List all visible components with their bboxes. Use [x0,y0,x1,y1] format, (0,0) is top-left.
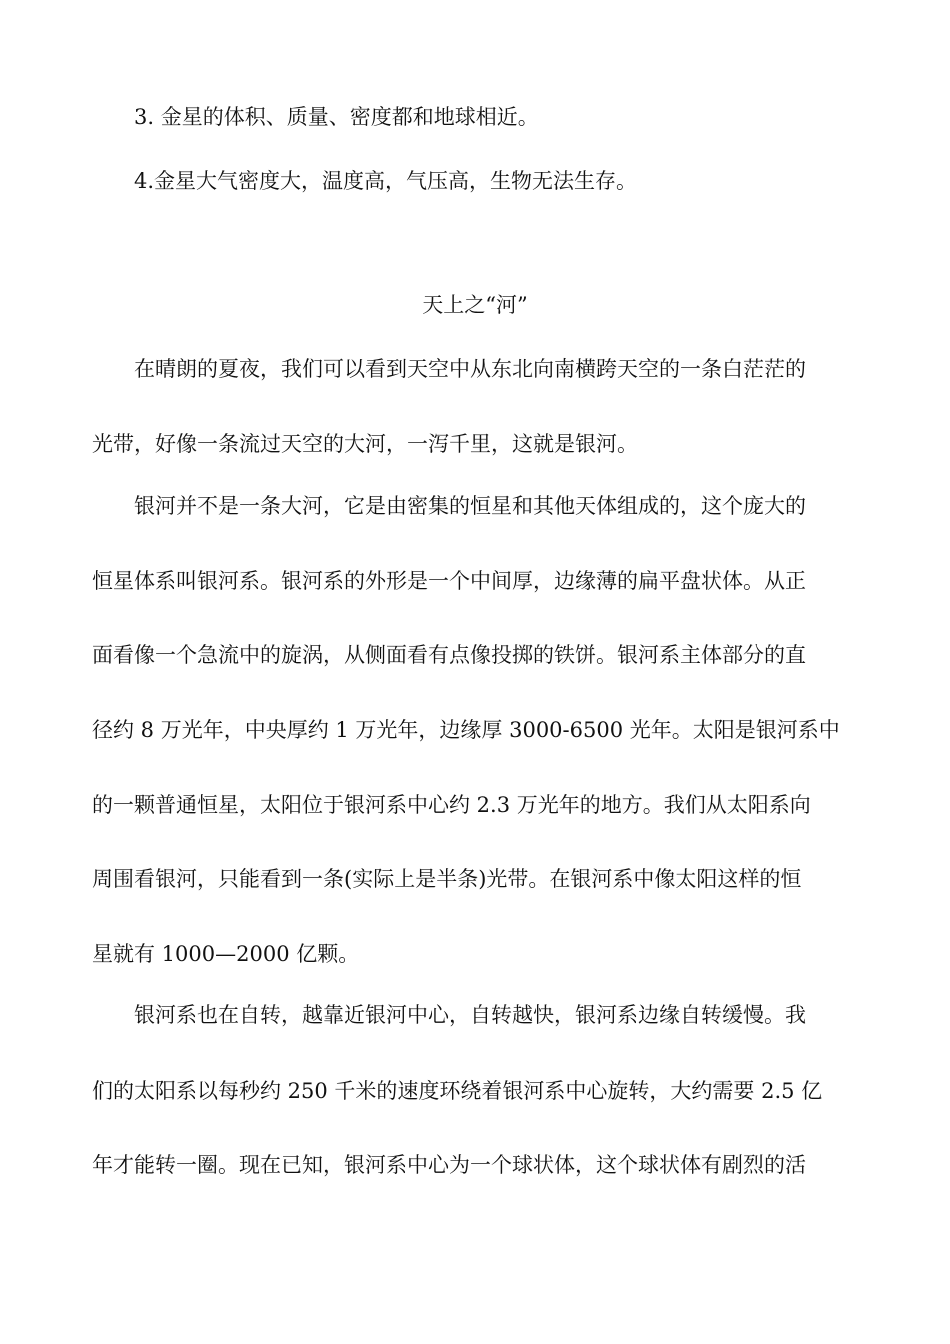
paragraph-line: 银河系也在自转，越靠近银河中心，自转越快，银河系边缘自转缓慢。我 [134,1003,806,1027]
section-title: 天上之“河” [422,293,528,317]
paragraph-line: 银河并不是一条大河，它是由密集的恒星和其他天体组成的，这个庞大的 [134,494,806,518]
paragraph-line: 星就有 1000—2000 亿颗。 [92,942,360,966]
paragraph-line: 径约 8 万光年，中央厚约 1 万光年，边缘厚 3000-6500 光年。太阳是银河系中 [92,718,840,742]
paragraph-line: 面看像一个急流中的旋涡，从侧面看有点像投掷的铁饼。银河系主体部分的直 [92,643,806,667]
list-item-4: 4.金星大气密度大，温度高，气压高，生物无法生存。 [134,169,638,193]
paragraph-line: 们的太阳系以每秒约 250 千米的速度环绕着银河系中心旋转，大约需要 2.5 亿 [92,1079,823,1103]
paragraph-line: 的一颗普通恒星，太阳位于银河系中心约 2.3 万光年的地方。我们从太阳系向 [92,793,811,817]
paragraph-line: 在晴朗的夏夜，我们可以看到天空中从东北向南横跨天空的一条白茫茫的 [134,357,806,381]
paragraph-line: 周围看银河，只能看到一条(实际上是半条)光带。在银河系中像太阳这样的恒 [92,867,802,891]
paragraph-line: 恒星体系叫银河系。银河系的外形是一个中间厚，边缘薄的扁平盘状体。从正 [92,569,806,593]
paragraph-line: 年才能转一圈。现在已知，银河系中心为一个球状体，这个球状体有剧烈的活 [92,1153,806,1177]
list-item-3: 3. 金星的体积、质量、密度都和地球相近。 [134,105,539,129]
paragraph-line: 光带，好像一条流过天空的大河，一泻千里，这就是银河。 [92,432,638,456]
